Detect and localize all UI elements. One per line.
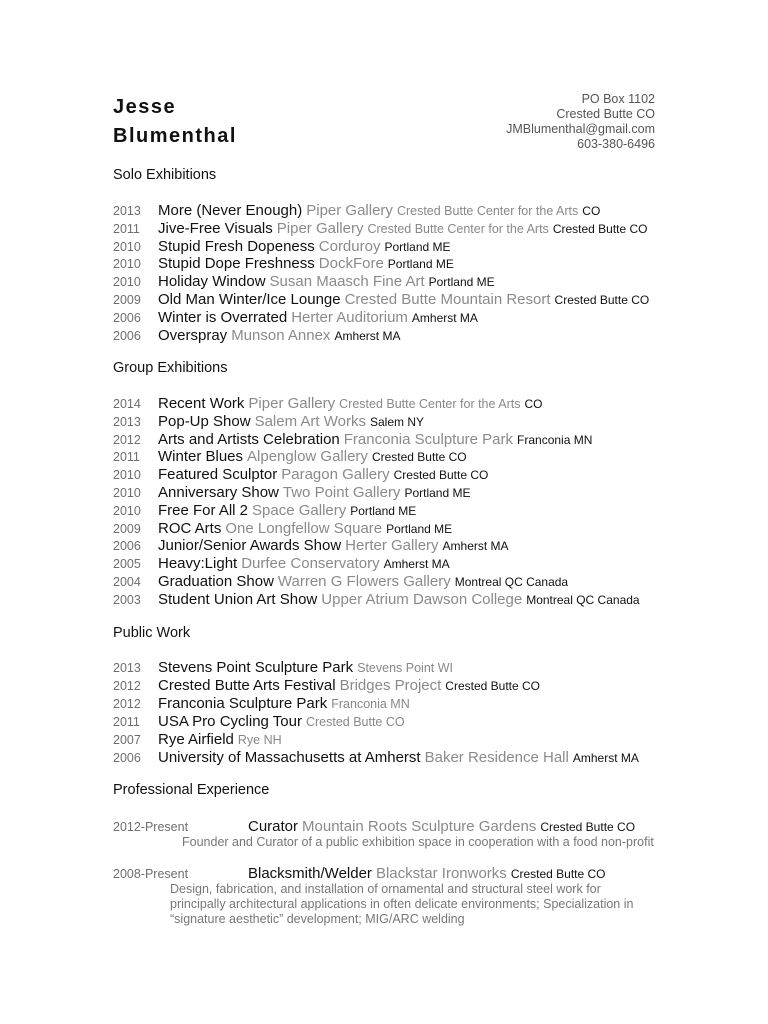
contact-block bbox=[506, 92, 655, 152]
entry-year: 2012 bbox=[113, 679, 141, 693]
public-entry bbox=[113, 749, 639, 767]
solo-entry bbox=[113, 291, 649, 309]
entry-location: Amherst MA bbox=[411, 310, 478, 325]
entry-detail: Rye NH bbox=[237, 733, 282, 747]
entry-location: CO bbox=[582, 204, 601, 218]
experience-role: Blacksmith/Welder bbox=[248, 865, 372, 882]
section-heading-public-work: Public Work bbox=[113, 625, 191, 641]
experience-entry bbox=[113, 865, 606, 883]
entry-title: Arts and Artists Celebration bbox=[158, 430, 340, 448]
group-entry bbox=[113, 591, 640, 609]
entry-year: 2013 bbox=[113, 204, 141, 218]
public-entry bbox=[113, 677, 639, 695]
group-entry bbox=[113, 448, 640, 466]
group-entry bbox=[113, 555, 640, 573]
entry-venue: One Longfellow Square bbox=[225, 519, 383, 537]
solo-exhibitions-list bbox=[113, 202, 649, 344]
entry-year: 2004 bbox=[113, 574, 141, 589]
public-entry bbox=[113, 659, 639, 677]
entry-year: 2012 bbox=[113, 432, 141, 447]
entry-venue: Susan Maasch Fine Art bbox=[269, 273, 425, 291]
entry-location: Crested Butte CO bbox=[445, 679, 541, 693]
group-entry bbox=[113, 431, 640, 449]
experience-organization: Blackstar Ironworks bbox=[375, 865, 507, 882]
contact-address: PO Box 1102 bbox=[581, 92, 655, 106]
entry-location: Montreal QC Canada bbox=[454, 574, 569, 589]
entry-detail: Stevens Point WI bbox=[357, 661, 453, 675]
entry-venue: Upper Atrium Dawson College bbox=[321, 590, 523, 608]
entry-year: 2009 bbox=[113, 521, 141, 536]
entry-title: Jive-Free Visuals bbox=[158, 219, 273, 237]
solo-entry bbox=[113, 255, 649, 273]
entry-location: Amherst MA bbox=[572, 751, 639, 765]
entry-title: Holiday Window bbox=[158, 273, 266, 291]
entry-title: Crested Butte Arts Festival bbox=[158, 677, 336, 694]
entry-year: 2010 bbox=[113, 485, 141, 500]
public-entry bbox=[113, 695, 639, 713]
description-line: principally architectural applications in often delicate environments; Specialization in bbox=[170, 897, 634, 911]
entry-year: 2006 bbox=[113, 328, 141, 343]
entry-location: Crested Butte CO bbox=[554, 292, 650, 307]
entry-venue: Herter Auditorium bbox=[291, 308, 408, 326]
entry-venue: Munson Annex bbox=[231, 326, 331, 344]
entry-location: Amherst MA bbox=[442, 539, 509, 554]
entry-year: 2013 bbox=[113, 414, 141, 429]
entry-venue: Paragon Gallery bbox=[281, 466, 390, 484]
entry-venue: Corduroy bbox=[318, 237, 381, 255]
solo-entry bbox=[113, 238, 649, 256]
solo-entry bbox=[113, 220, 649, 238]
public-entry bbox=[113, 731, 639, 749]
entry-year: 2010 bbox=[113, 239, 141, 254]
entry-year: 2010 bbox=[113, 257, 141, 272]
entry-location: Portland ME bbox=[387, 257, 454, 272]
entry-venue: Bridges Project bbox=[339, 677, 442, 694]
entry-title: Student Union Art Show bbox=[158, 590, 318, 608]
contact-email[interactable]: JMBlumenthal@gmail.com bbox=[506, 122, 655, 136]
entry-year: 2006 bbox=[113, 751, 141, 765]
entry-year: 2007 bbox=[113, 733, 141, 747]
entry-location: Crested Butte CO bbox=[393, 468, 489, 483]
entry-year: 2011 bbox=[113, 715, 140, 729]
public-work-list bbox=[113, 659, 639, 767]
entry-venue: Two Point Gallery bbox=[282, 483, 401, 501]
entry-title: ROC Arts bbox=[158, 519, 222, 537]
description-line: “signature aesthetic” development; MIG/ARC welding bbox=[170, 912, 465, 926]
solo-entry bbox=[113, 273, 649, 291]
entry-location: Salem NY bbox=[369, 414, 425, 429]
entry-title: Anniversary Show bbox=[158, 483, 279, 501]
contact-phone: 603-380-6496 bbox=[577, 137, 655, 151]
experience-description bbox=[170, 882, 633, 927]
entry-venue: Space Gallery bbox=[252, 501, 347, 519]
section-heading-solo-exhibitions: Solo Exhibitions bbox=[113, 167, 217, 183]
entry-title: Overspray bbox=[158, 326, 228, 344]
entry-detail: Crested Butte Center for the Arts bbox=[396, 204, 579, 218]
group-exhibitions-list bbox=[113, 395, 640, 609]
entry-location: CO bbox=[524, 397, 543, 411]
entry-title: Featured Sculptor bbox=[158, 466, 278, 484]
solo-entry bbox=[113, 309, 649, 327]
entry-title: Stevens Point Sculpture Park bbox=[158, 659, 354, 676]
entry-title: Old Man Winter/Ice Lounge bbox=[158, 290, 341, 308]
entry-title: Junior/Senior Awards Show bbox=[158, 537, 342, 555]
group-entry bbox=[113, 573, 640, 591]
entry-location: Montreal QC Canada bbox=[526, 592, 640, 607]
experience-role: Curator bbox=[248, 818, 299, 835]
entry-year: 2011 bbox=[113, 221, 140, 236]
entry-location: Crested Butte CO bbox=[371, 450, 467, 465]
entry-venue: Piper Gallery bbox=[306, 202, 393, 219]
last-name: Blumenthal bbox=[113, 125, 237, 147]
entry-title: University of Massachusetts at Amherst bbox=[158, 749, 421, 766]
group-entry bbox=[113, 395, 640, 413]
experience-organization: Mountain Roots Sculpture Gardens bbox=[302, 818, 537, 835]
entry-title: Free For All 2 bbox=[158, 501, 249, 519]
entry-venue: Piper Gallery bbox=[248, 395, 336, 412]
entry-venue: Alpenglow Gallery bbox=[247, 448, 368, 466]
entry-detail: Franconia MN bbox=[331, 697, 410, 711]
entry-venue: Franconia Sculpture Park bbox=[343, 430, 514, 448]
entry-title: Recent Work bbox=[158, 395, 245, 412]
contact-city: Crested Butte CO bbox=[556, 107, 655, 121]
entry-venue: Baker Residence Hall bbox=[424, 749, 569, 766]
entry-venue: Piper Gallery bbox=[276, 219, 364, 237]
entry-year: 2010 bbox=[113, 468, 141, 483]
entry-venue: DockFore bbox=[318, 255, 384, 273]
entry-title: Winter is Overrated bbox=[158, 308, 288, 326]
public-entry bbox=[113, 713, 639, 731]
entry-year: 2014 bbox=[113, 397, 141, 411]
experience-description bbox=[182, 835, 654, 850]
entry-year: 2006 bbox=[113, 310, 141, 325]
entry-title: Stupid Fresh Dopeness bbox=[158, 237, 315, 255]
group-entry bbox=[113, 413, 640, 431]
entry-title: Stupid Dope Freshness bbox=[158, 255, 315, 273]
solo-entry bbox=[113, 202, 649, 220]
entry-year: 2013 bbox=[113, 661, 141, 675]
entry-title: Winter Blues bbox=[158, 448, 244, 466]
applicant-name bbox=[113, 93, 237, 151]
entry-location: Portland ME bbox=[404, 485, 471, 500]
entry-title: Heavy:Light bbox=[158, 555, 238, 573]
entry-venue: Durfee Conservatory bbox=[241, 555, 380, 573]
entry-detail: Crested Butte Center for the Arts bbox=[339, 397, 521, 411]
entry-location: Amherst MA bbox=[383, 557, 450, 572]
entry-location: Portland ME bbox=[384, 239, 451, 254]
experience-location: Crested Butte CO bbox=[510, 867, 606, 881]
entry-title: Rye Airfield bbox=[158, 731, 234, 748]
group-entry bbox=[113, 484, 640, 502]
experience-location: Crested Butte CO bbox=[540, 820, 636, 834]
group-entry bbox=[113, 537, 640, 555]
experience-entry bbox=[113, 818, 635, 836]
group-entry bbox=[113, 502, 640, 520]
group-entry bbox=[113, 466, 640, 484]
entry-year: 2010 bbox=[113, 503, 141, 518]
entry-year: 2006 bbox=[113, 539, 141, 554]
entry-location: Amherst MA bbox=[334, 328, 401, 343]
entry-location: Portland ME bbox=[428, 275, 495, 290]
entry-title: Graduation Show bbox=[158, 572, 274, 590]
description-line: Founder and Curator of a public exhibition space in cooperation with a food non-profit bbox=[182, 835, 654, 849]
entry-detail: Crested Butte CO bbox=[305, 715, 405, 729]
entry-venue: Crested Butte Mountain Resort bbox=[344, 290, 551, 308]
entry-year: 2011 bbox=[113, 450, 140, 465]
entry-title: Pop-Up Show bbox=[158, 412, 251, 430]
section-heading-group-exhibitions: Group Exhibitions bbox=[113, 360, 228, 376]
description-line: Design, fabrication, and installation of ornamental and structural steel work for bbox=[170, 882, 601, 896]
entry-detail: Crested Butte Center for the Arts bbox=[367, 221, 549, 236]
entry-location: Crested Butte CO bbox=[552, 221, 648, 236]
entry-venue: Warren G Flowers Gallery bbox=[277, 572, 451, 590]
entry-year: 2009 bbox=[113, 292, 141, 307]
solo-entry bbox=[113, 327, 649, 345]
entry-venue: Salem Art Works bbox=[254, 412, 366, 430]
entry-year: 2012 bbox=[113, 697, 141, 711]
entry-location: Portland ME bbox=[386, 521, 453, 536]
entry-title: More (Never Enough) bbox=[158, 202, 303, 219]
entry-year: 2003 bbox=[113, 592, 141, 607]
group-entry bbox=[113, 520, 640, 538]
section-heading-professional-experience: Professional Experience bbox=[113, 782, 270, 798]
entry-venue: Herter Gallery bbox=[345, 537, 439, 555]
entry-title: USA Pro Cycling Tour bbox=[158, 713, 302, 730]
entry-year: 2010 bbox=[113, 275, 141, 290]
entry-year: 2005 bbox=[113, 557, 141, 572]
experience-dates: 2012-Present bbox=[113, 820, 189, 834]
entry-location: Franconia MN bbox=[517, 432, 593, 447]
entry-title: Franconia Sculpture Park bbox=[158, 695, 328, 712]
experience-dates: 2008-Present bbox=[113, 867, 189, 881]
first-name: Jesse bbox=[113, 96, 177, 118]
entry-location: Portland ME bbox=[350, 503, 417, 518]
